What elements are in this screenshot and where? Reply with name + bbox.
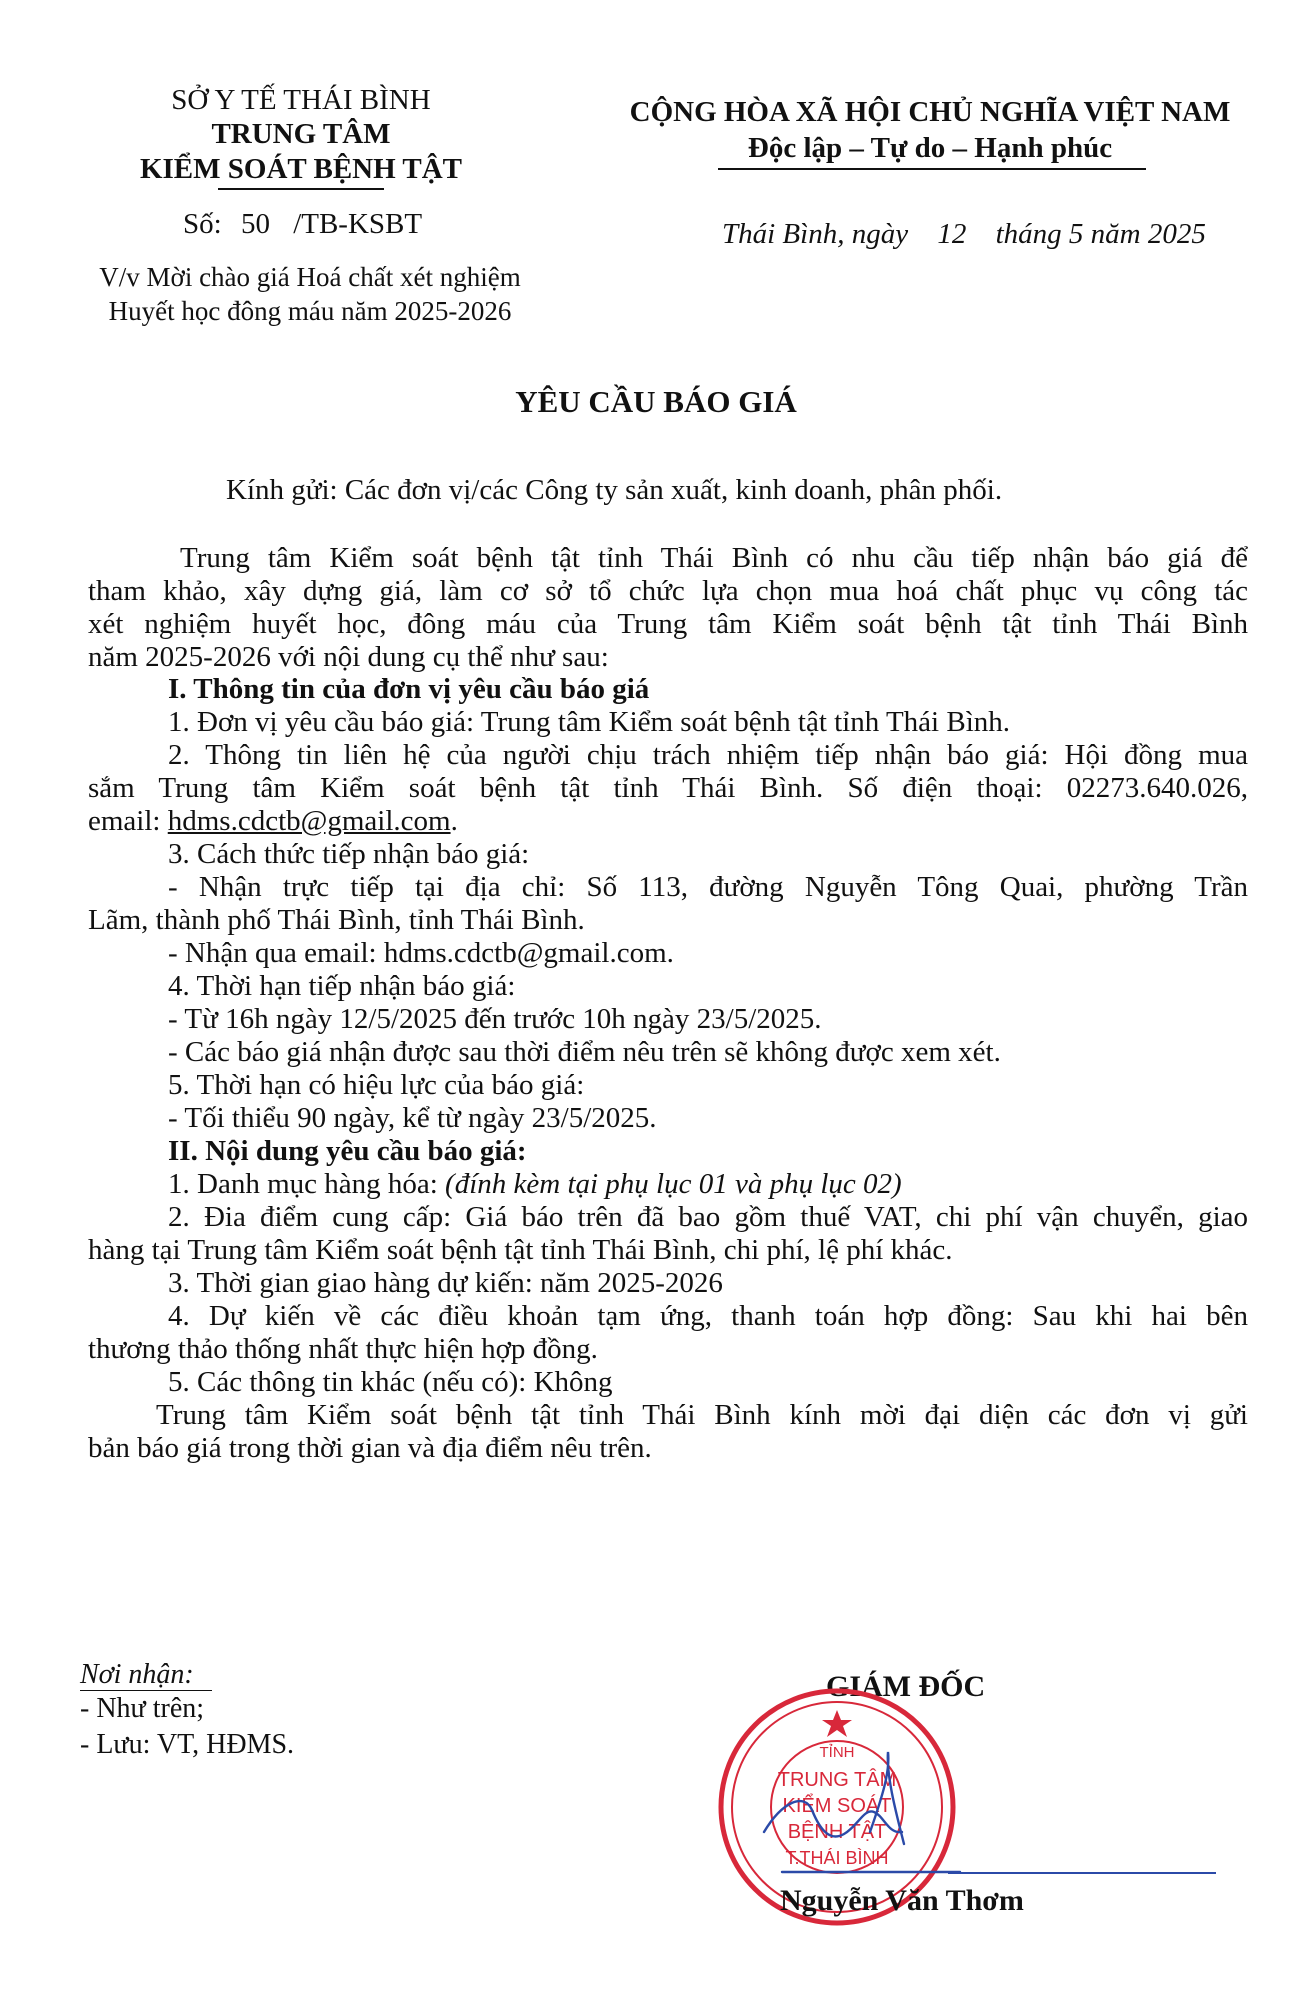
stamp-line-1: TRUNG TÂM xyxy=(777,1769,897,1791)
date-place: Thái Bình, ngày xyxy=(722,218,909,250)
section1-item2-line1 xyxy=(88,739,1248,773)
section1-item4a: - Từ 16h ngày 12/5/2025 đến trước 10h ngày 23/5/2025. xyxy=(168,1003,822,1035)
intro-line-2 xyxy=(88,575,1248,609)
section1-item3a-line2: Lãm, thành phố Thái Bình, tỉnh Thái Bình. xyxy=(88,904,585,936)
intro-text-4: năm 2025-2026 với nội dung cụ thể như sau: xyxy=(88,641,609,673)
subject-line2: Huyết học đông máu năm 2025-2026 xyxy=(108,296,512,326)
recipient-item-1: - Như trên; xyxy=(80,1693,205,1724)
number-prefix: Số: xyxy=(183,208,222,240)
recipients-heading: Nơi nhận: xyxy=(80,1659,194,1690)
email-end: . xyxy=(450,805,458,837)
section1-item2-text1: 2. Thông tin liên hệ của người chịu trách nhiệm tiếp nhận báo giá: Hội đồng mua xyxy=(168,739,1248,771)
stamp-line-2: KIỂM SOÁT xyxy=(782,1795,892,1817)
intro-text-2: tham khảo, xây dựng giá, làm cơ sở tổ chức lựa chọn mua hoá chất phục vụ công tác xyxy=(88,575,1248,607)
number-suffix: /TB-KSBT xyxy=(293,208,423,240)
section2-item2-text1: 2. Đia điểm cung cấp: Giá báo trên đã bao gồm thuế VAT, chi phí vận chuyển, giao xyxy=(168,1201,1248,1233)
section2-item1-label: 1. Danh mục hàng hóa: xyxy=(168,1168,438,1200)
document-number xyxy=(183,208,422,240)
stamp-line-3: BỆNH TẬT xyxy=(787,1821,887,1843)
department-name: SỞ Y TẾ THÁI BÌNH xyxy=(171,84,431,116)
intro-line-3 xyxy=(88,608,1248,642)
org-underline xyxy=(218,188,384,190)
section1-item3a-text1: - Nhận trực tiếp tại địa chỉ: Số 113, đường Nguyễn Tông Quai, phường Trần xyxy=(168,871,1248,903)
signer-name: Nguyễn Văn Thơm xyxy=(780,1884,1024,1917)
signer-position: GIÁM ĐỐC xyxy=(826,1670,986,1703)
closing-line-1 xyxy=(88,1399,1248,1433)
number-value: 50 xyxy=(240,208,270,240)
section1-item2-line2 xyxy=(88,772,1248,806)
closing-line-2: bản báo giá trong thời gian và địa điểm nêu trên. xyxy=(88,1432,652,1464)
section1-heading: I. Thông tin của đơn vị yêu cầu báo giá xyxy=(168,673,650,705)
section1-item4: 4. Thời hạn tiếp nhận báo giá: xyxy=(168,970,516,1002)
country-name: CỘNG HÒA XÃ HỘI CHỦ NGHĨA VIỆT NAM xyxy=(629,96,1231,128)
date-line xyxy=(722,218,1206,250)
section1-item3: 3. Cách thức tiếp nhận báo giá: xyxy=(168,838,530,870)
organization-name-line1: TRUNG TÂM xyxy=(211,118,391,150)
section1-item3a-line1 xyxy=(88,871,1248,905)
section2-item5: 5. Các thông tin khác (nếu có): Không xyxy=(168,1366,613,1398)
date-rest: tháng 5 năm 2025 xyxy=(995,218,1206,250)
recipient-line: Kính gửi: Các đơn vị/các Công ty sản xuất, kinh doanh, phân phối. xyxy=(226,474,1003,506)
organization-name-line2: KIỂM SOÁT BỆNH TẬT xyxy=(139,153,463,185)
subject-line1: V/v Mời chào giá Hoá chất xét nghiệm xyxy=(99,262,521,292)
section2-item4-text1: 4. Dự kiến về các điều khoản tạm ứng, thanh toán hợp đồng: Sau khi hai bên xyxy=(168,1300,1248,1332)
section1-item2-email-line xyxy=(88,805,1248,839)
document-title: YÊU CẦU BÁO GIÁ xyxy=(515,384,797,419)
section2-item4-line2: thương thảo thống nhất thực hiện hợp đồng. xyxy=(88,1333,598,1365)
motto-underline xyxy=(718,168,1146,170)
section2-item4-line1 xyxy=(88,1300,1248,1334)
intro-line-4 xyxy=(88,641,1248,675)
signature-underline xyxy=(948,1872,1216,1874)
motto: Độc lập – Tự do – Hạnh phúc xyxy=(747,132,1113,164)
document-body xyxy=(88,542,1248,1702)
recipients-underline xyxy=(80,1690,212,1691)
section1-item5a: - Tối thiểu 90 ngày, kể từ ngày 23/5/2025. xyxy=(168,1102,657,1134)
section1-item5: 5. Thời hạn có hiệu lực của báo giá: xyxy=(168,1069,585,1101)
closing-text-1: Trung tâm Kiểm soát bệnh tật tỉnh Thái Bình kính mời đại diện các đơn vị gửi xyxy=(156,1399,1248,1431)
section2-item1 xyxy=(168,1168,1248,1202)
stamp-star xyxy=(822,1710,852,1737)
intro-line-1 xyxy=(88,542,1248,576)
section2-item2-line1 xyxy=(88,1201,1248,1235)
section1-item1: 1. Đơn vị yêu cầu báo giá: Trung tâm Kiểm soát bệnh tật tỉnh Thái Bình. xyxy=(168,706,1011,738)
section2-heading: II. Nội dung yêu cầu báo giá: xyxy=(168,1135,527,1167)
date-day: 12 xyxy=(937,218,967,250)
stamp-line-4: T.THÁI BÌNH xyxy=(785,1848,889,1868)
intro-text-1: Trung tâm Kiểm soát bệnh tật tỉnh Thái Bình có nhu cầu tiếp nhận báo giá để xyxy=(180,542,1248,574)
intro-text-3: xét nghiệm huyết học, đông máu của Trung tâm Kiểm soát bệnh tật tỉnh Thái Bình xyxy=(88,608,1248,640)
email-link[interactable]: hdms.cdctb@gmail.com xyxy=(167,805,451,837)
email-label: email: xyxy=(88,805,161,837)
section1-item2-text2: sắm Trung tâm Kiểm soát bệnh tật tỉnh Thái Bình. Số điện thoại: 02273.640.026, xyxy=(88,772,1248,804)
section1-item4b: - Các báo giá nhận được sau thời điểm nêu trên sẽ không được xem xét. xyxy=(168,1036,1001,1068)
section2-item1-note: (đính kèm tại phụ lục 01 và phụ lục 02) xyxy=(445,1168,902,1200)
section1-item3b: - Nhận qua email: hdms.cdctb@gmail.com. xyxy=(168,937,674,969)
stamp-ring-text: TỈNH xyxy=(819,1744,855,1761)
section2-item2-line2: hàng tại Trung tâm Kiểm soát bệnh tật tỉnh Thái Bình, chi phí, lệ phí khác. xyxy=(88,1234,953,1266)
recipient-item-2: - Lưu: VT, HĐMS. xyxy=(80,1729,295,1760)
section2-item3: 3. Thời gian giao hàng dự kiến: năm 2025-2026 xyxy=(168,1267,723,1299)
